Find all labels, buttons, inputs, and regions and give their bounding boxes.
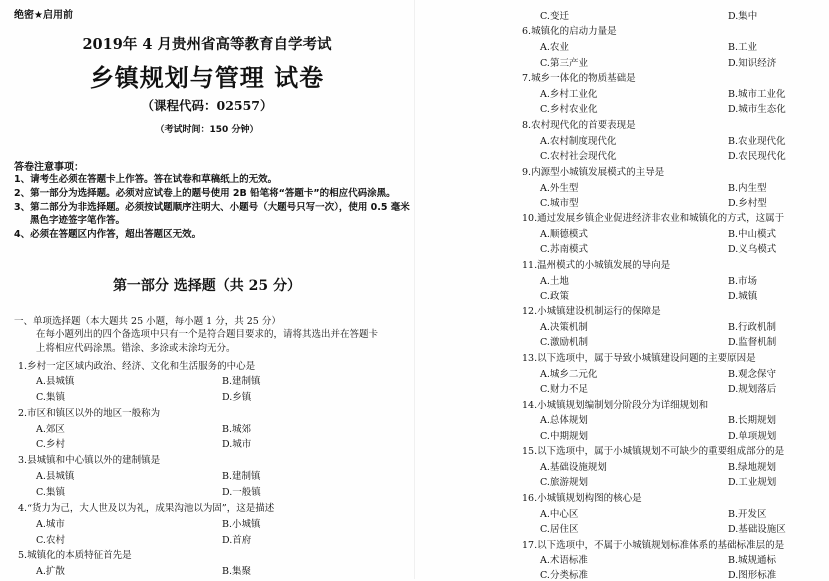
question-stem: 2.市区和镇区以外的地区一般称为 <box>18 408 161 419</box>
option: B.中山模式 <box>728 229 777 240</box>
option: C.变迁 <box>540 11 569 22</box>
option: C.第三产业 <box>540 58 588 69</box>
note-line: 4、必须在答题区内作答，超出答题区无效。 <box>14 229 202 240</box>
question-stem: 14.小城镇规划编制划分阶段分为详细规划和 <box>522 400 709 411</box>
option: A.外生型 <box>540 183 579 194</box>
question-stem: 17.以下选项中，不属于小城镇规划标准体系的基础标准层的是 <box>522 540 785 551</box>
option: C.农村社会现代化 <box>540 151 617 162</box>
question-stem: 1.乡村一定区域内政治、经济、文化和生活服务的中心是 <box>18 361 256 372</box>
option: B.集聚 <box>222 566 252 577</box>
option: A.顺德模式 <box>540 229 588 240</box>
option: D.单项规划 <box>728 431 777 442</box>
note-line: 3、第二部分为非选择题。必须按试题顺序注明大、小题号（大题号只写一次），使用 0.5 毫米 <box>14 202 410 213</box>
note-line: 2、第一部分为选择题。必须对应试卷上的题号使用 2B 铅笔将“答题卡”的相应代码涂黑。 <box>14 188 396 199</box>
option: B.小城镇 <box>222 519 261 530</box>
secret-mark: 绝密★启用前 <box>14 10 73 21</box>
option: D.知识经济 <box>728 58 777 69</box>
option: C.政策 <box>540 291 569 302</box>
option: A.县城镇 <box>36 376 75 387</box>
option: A.城市 <box>36 519 65 530</box>
exam-title: 2019年 4 月贵州省高等教育自学考试 <box>82 36 332 53</box>
question-stem: 10.通过发展乡镇企业促进经济非农业和城镇化的方式，这属于 <box>522 213 785 224</box>
option: B.农业现代化 <box>728 136 786 147</box>
option: A.县城镇 <box>36 471 75 482</box>
option: B.长期规划 <box>728 415 777 426</box>
question-stem: 8.农村现代化的首要表现是 <box>522 120 636 131</box>
option: A.乡村工业化 <box>540 89 598 100</box>
option: C.乡村 <box>36 439 65 450</box>
option: A.农业 <box>540 42 569 53</box>
question-stem: 3.县城镇和中心镇以外的建制镇是 <box>18 455 161 466</box>
question-stem: 13.以下选项中，属于导致小城镇建设问题的主要原因是 <box>522 353 756 364</box>
question-stem: 9.内源型小城镇发展模式的主导是 <box>522 167 665 178</box>
column-divider <box>414 0 415 579</box>
option: D.农民现代化 <box>728 151 786 162</box>
option: C.苏南模式 <box>540 244 588 255</box>
option: D.城市 <box>222 439 252 450</box>
question-stem: 4.“货力为己，大人世及以为礼，成果沟池以为固”，这是描述 <box>18 503 275 514</box>
option: D.城镇 <box>728 291 758 302</box>
option: D.工业规划 <box>728 477 777 488</box>
option: C.分类标准 <box>540 570 588 581</box>
option: B.绿地规划 <box>728 462 777 473</box>
option: B.市场 <box>728 276 758 287</box>
option: C.激励机制 <box>540 337 588 348</box>
option: B.工业 <box>728 42 758 53</box>
option: C.乡村农业化 <box>540 104 598 115</box>
option: A.中心区 <box>540 509 579 520</box>
option: D.规划落后 <box>728 384 777 395</box>
option: D.监督机制 <box>728 337 777 348</box>
option: A.术语标准 <box>540 555 588 566</box>
option: A.总体规划 <box>540 415 588 426</box>
option: B.城规通标 <box>728 555 777 566</box>
option: D.首府 <box>222 535 252 546</box>
option: A.农村制度现代化 <box>540 136 617 147</box>
option: A.扩散 <box>36 566 65 577</box>
option: D.城市生态化 <box>728 104 786 115</box>
section-instruction: 上将相应代码涂黑。错涂、多涂或未涂均无分。 <box>36 343 236 354</box>
notes-title: 答卷注意事项： <box>14 162 84 173</box>
option: C.农村 <box>36 535 65 546</box>
question-stem: 15.以下选项中，属于小城镇规划不可缺少的重要组成部分的是 <box>522 446 785 457</box>
option: D.集中 <box>728 11 758 22</box>
option: D.图形标准 <box>728 570 777 581</box>
note-line: 1、请考生必须在答题卡上作答。答在试卷和草稿纸上的无效。 <box>14 174 278 185</box>
section-heading: 一、单项选择题（本大题共 25 小题，每小题 1 分，共 25 分） <box>14 316 281 327</box>
option: C.中期规划 <box>540 431 588 442</box>
option: D.一般镇 <box>222 487 261 498</box>
part-one-title: 第一部分 选择题（共 25 分） <box>112 278 302 294</box>
course-code: （课程代码：02557） <box>141 98 273 113</box>
question-stem: 7.城乡一体化的物质基础是 <box>522 73 636 84</box>
option: B.观念保守 <box>728 369 777 380</box>
option: D.义乌模式 <box>728 244 777 255</box>
option: D.乡村型 <box>728 198 767 209</box>
option: B.城市工业化 <box>728 89 786 100</box>
subject-title: 乡镇规划与管理 试卷 <box>89 63 325 92</box>
option: A.土地 <box>540 276 569 287</box>
option: A.基础设施规划 <box>540 462 607 473</box>
question-stem: 6.城镇化的启动力量是 <box>522 26 617 37</box>
question-stem: 5.城镇化的本质特征首先是 <box>18 550 132 561</box>
option: C.集镇 <box>36 392 65 403</box>
question-stem: 12.小城镇建设机制运行的保障是 <box>522 306 661 317</box>
option: C.财力不足 <box>540 384 588 395</box>
option: A.城乡二元化 <box>540 369 598 380</box>
question-stem: 16.小城镇规划构图的核心是 <box>522 493 642 504</box>
question-stem: 11.温州模式的小城镇发展的导向是 <box>522 260 671 271</box>
option: D.乡镇 <box>222 392 252 403</box>
option: B.内生型 <box>728 183 767 194</box>
option: D.基础设施区 <box>728 524 786 535</box>
section-instruction: 在每小题列出的四个备选项中只有一个是符合题目要求的，请将其选出并在答题卡 <box>36 329 379 340</box>
option: B.城郊 <box>222 424 252 435</box>
option: C.集镇 <box>36 487 65 498</box>
option: C.旅游规划 <box>540 477 588 488</box>
note-line: 黑色字迹签字笔作答。 <box>30 215 126 226</box>
option: B.建制镇 <box>222 376 261 387</box>
option: A.决策机制 <box>540 322 588 333</box>
option: C.城市型 <box>540 198 579 209</box>
option: B.建制镇 <box>222 471 261 482</box>
option: B.开发区 <box>728 509 767 520</box>
option: A.郊区 <box>36 424 65 435</box>
option: B.行政机制 <box>728 322 777 333</box>
exam-time: （考试时间：150 分钟） <box>155 125 259 135</box>
option: C.居住区 <box>540 524 579 535</box>
